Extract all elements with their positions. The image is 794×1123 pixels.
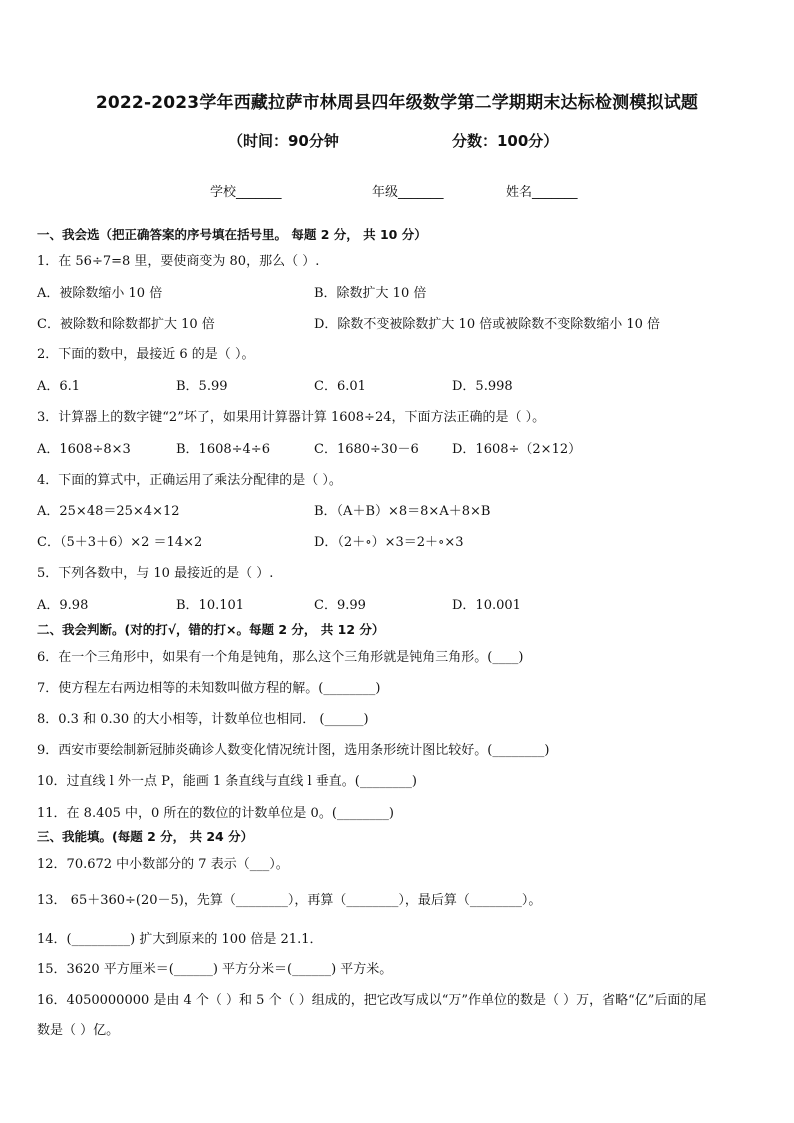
q4-option-b: B．（A＋B）×8＝8×A＋8×B [314,504,491,519]
section-3-heading: 三、我能填。(每题 2 分， 共 24 分） [37,829,254,844]
q1-option-a: A．被除数缩小 10 倍 [37,286,163,301]
section-1-heading: 一、我会选（把正确答案的序号填在括号里。 每题 2 分， 共 10 分） [37,227,427,242]
page-title: 2022-2023学年西藏拉萨市林周县四年级数学第二学期期末达标检测模拟试题 [95,93,699,113]
q2-option-b: B．5.99 [176,379,228,394]
q1-option-c: C．被除数和除数都扩大 10 倍 [37,317,215,332]
question-2: 2．下面的数中，最接近 6 的是（ ）。 [37,347,255,362]
q4-option-d: D．（2＋∘）×3＝2＋∘×3 [314,535,464,550]
question-1: 1．在 56÷7=8 里，要使商变为 80，那么（ ）. [37,254,320,269]
question-13: 13． 65＋360÷(20－5)，先算（________），再算（________），最后算（________）。 [37,893,542,908]
question-9: 9．西安市要绘制新冠肺炎确诊人数变化情况统计图，选用条形统计图比较好。(________) [37,743,550,758]
question-16-line-1: 16．4050000000 是由 4 个（ ）和 5 个（ ）组成的，把它改写成以“万”作单位的数是（ ）万，省略“亿”后面的尾 [37,993,707,1008]
q3-option-c: C．1680÷30－6 [314,442,419,457]
question-16-line-2: 数是（ ）亿。 [37,1023,120,1038]
q3-option-d: D．1608÷（2×12） [452,442,582,457]
school-field: 学校_______ [210,185,282,200]
question-6: 6．在一个三角形中，如果有一个角是钝角，那么这个三角形就是钝角三角形。(____) [37,650,524,665]
question-8: 8．0.3 和 0.30 的大小相等，计数单位也相同． (______) [37,712,369,727]
name-field: 姓名_______ [506,185,578,200]
q1-option-b: B．除数扩大 10 倍 [314,286,427,301]
exam-score: 分数：100分） [452,132,559,150]
q2-option-c: C．6.01 [314,379,366,394]
q2-option-d: D．5.998 [452,379,513,394]
q5-option-d: D．10.001 [452,598,521,613]
q3-option-a: A．1608÷8×3 [37,442,131,457]
q4-option-a: A．25×48＝25×4×12 [37,504,180,519]
q5-option-c: C．9.99 [314,598,366,613]
grade-field: 年级_______ [372,185,444,200]
question-15: 15．3620 平方厘米＝(______) 平方分米＝(______) 平方米。 [37,962,393,977]
q4-option-c: C．（5＋3＋6）×2 ＝14×2 [37,535,203,550]
question-4: 4．下面的算式中，正确运用了乘法分配律的是（ ）。 [37,473,342,488]
q5-option-a: A．9.98 [37,598,89,613]
section-2-heading: 二、我会判断。(对的打√，错的打×。每题 2 分， 共 12 分） [37,622,385,637]
q3-option-b: B．1608÷4÷6 [176,442,270,457]
question-11: 11．在 8.405 中，0 所在的数位的计数单位是 0。(________) [37,806,394,821]
question-14: 14．(_________) 扩大到原来的 100 倍是 21.1． [37,932,323,947]
q2-option-a: A．6.1 [37,379,81,394]
question-10: 10．过直线 l 外一点 P，能画 1 条直线与直线 l 垂直。(________) [37,774,417,789]
q5-option-b: B．10.101 [176,598,245,613]
question-3: 3．计算器上的数字键“2”坏了，如果用计算器计算 1608÷24，下面方法正确的是（ ）。 [37,410,546,425]
question-12: 12．70.672 中小数部分的 7 表示（___）。 [37,857,289,872]
exam-time: （时间：90分钟 [228,132,339,150]
q1-option-d: D．除数不变被除数扩大 10 倍或被除数不变除数缩小 10 倍 [314,317,661,332]
question-7: 7．使方程左右两边相等的未知数叫做方程的解。(________) [37,681,381,696]
question-5: 5．下列各数中，与 10 最接近的是（ ）. [37,566,274,581]
